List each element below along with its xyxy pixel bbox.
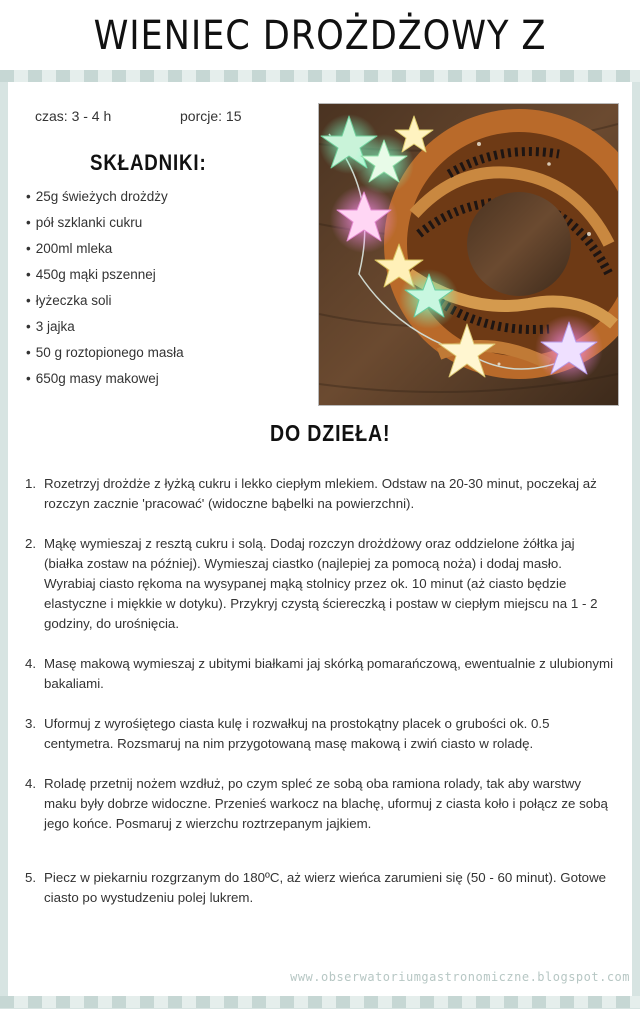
step-text: Roladę przetnij nożem wzdłuż, po czym spleć ze sobą oba ramiona rolady, tak aby warstwy maku były dobrze widoczne. Przenieś warkocz na blachę, uformuj z ciasta koło i połącz ze sobą jego końce. Posmaruj z wierzchu roztrzepanym jajkiem. bbox=[44, 776, 608, 831]
step-text: Rozetrzyj drożdże z łyżką cukru i lekko ciepłym mlekiem. Odstaw na 20-30 minut, poczekaj aż rozczyn zacznie 'pracować' (widoczne bąbelki na powierzchni). bbox=[44, 476, 597, 511]
step-item bbox=[25, 474, 615, 514]
decorative-stripe-top bbox=[0, 70, 640, 82]
poppy-seed-wreath-photo bbox=[318, 103, 619, 406]
step-number: 4. bbox=[25, 776, 37, 791]
blog-watermark: www.obserwatoriumgastronomiczne.blogspot.com bbox=[290, 970, 630, 984]
step-text: Piecz w piekarniu rozgrzanym do 180ºC, aż wierz wieńca zarumieni się (50 - 60 minut). Gotowe ciasto po wystudzeniu polej lukrem. bbox=[44, 870, 607, 905]
ingredient-item: • 25g świeżych drożdży bbox=[26, 185, 184, 211]
portions: porcje: 15 bbox=[180, 108, 242, 124]
step-text: Mąkę wymieszaj z resztą cukru i solą. Dodaj rozczyn drożdżowy oraz oddzielone żółtka jaj (białka zostaw na później). Wymieszaj ciastko (najlepiej za pomocą noża) i dodaj masło. Wyrabiaj ciasto rękoma na wysypanej mąką stolnicy przez ok. 10 minut (aż ciasto będzie elastyczne i miękkie w dotyku). Przykryj czystą ściereczką i postaw w ciepłym miejscu na 1 - 2 godziny, do urośnięcia. bbox=[44, 536, 598, 631]
ingredient-item: • pół szklanki cukru bbox=[26, 211, 184, 237]
ingredient-item: • 200ml mleka bbox=[26, 237, 184, 263]
step-item bbox=[25, 534, 615, 634]
step-item bbox=[25, 868, 615, 908]
ingredient-item: • łyżeczka soli bbox=[26, 289, 184, 315]
step-text: Masę makową wymieszaj z ubitymi białkami jaj skórką pomarańczową, ewentualnie z ulubionymi bakaliami. bbox=[44, 656, 614, 691]
ingredients-list bbox=[26, 185, 184, 393]
step-item bbox=[25, 774, 615, 834]
step-number: 4. bbox=[25, 656, 37, 671]
step-text: Uformuj z wyrośiętego ciasta kulę i rozwałkuj na prostokątny placek o grubości ok. 0.5 centymetra. Rozsmaruj na nim przygotowaną masę makową i zwiń ciasto w roladę. bbox=[44, 716, 550, 751]
step-number: 5. bbox=[25, 870, 37, 885]
ingredient-item: • 650g masy makowej bbox=[26, 367, 184, 393]
step-number: 1. bbox=[25, 476, 37, 491]
step-number: 3. bbox=[25, 716, 37, 731]
step-item bbox=[25, 654, 615, 694]
recipe-title: WIENIEC DROŻDŻOWY Z bbox=[93, 13, 547, 59]
ingredient-item: • 3 jajka bbox=[26, 315, 184, 341]
step-item bbox=[25, 714, 615, 754]
step-number: 2. bbox=[25, 536, 37, 551]
ingredients-heading: SKŁADNIKI: bbox=[90, 150, 207, 175]
decorative-stripe-bottom bbox=[0, 996, 640, 1008]
prep-time: czas: 3 - 4 h bbox=[35, 108, 112, 124]
ingredient-item: • 450g mąki pszennej bbox=[26, 263, 184, 289]
photo-illustration bbox=[319, 104, 618, 405]
ingredient-item: • 50 g roztopionego masła bbox=[26, 341, 184, 367]
steps-heading: DO DZIEŁA! bbox=[270, 420, 391, 446]
